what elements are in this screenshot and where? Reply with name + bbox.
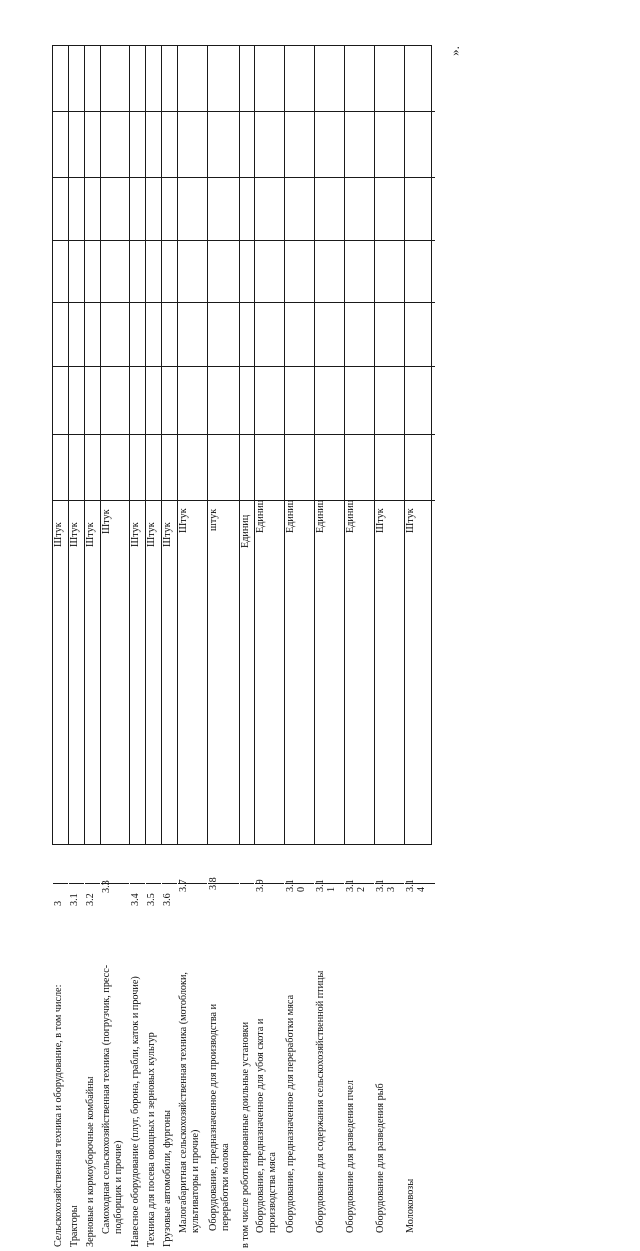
- table-cell-empty: [53, 178, 68, 241]
- table-cell-empty: [240, 241, 254, 303]
- table-cell-empty: [240, 46, 254, 112]
- table-row: [178, 46, 208, 1233]
- table-cell-empty: [208, 178, 239, 241]
- row-number: 3: [53, 900, 64, 906]
- row-unit-line: Единиц: [255, 499, 266, 533]
- table-cell-empty: [255, 178, 284, 241]
- row-name: [240, 868, 255, 1251]
- table-cell-empty: [162, 46, 177, 112]
- table-cell-empty: [240, 367, 254, 435]
- row-name: [53, 867, 69, 1250]
- table-cell-empty: [101, 367, 129, 435]
- row-name: [285, 853, 315, 1236]
- row-name-line: Зерновые и кормоуборочные комбайны: [85, 1076, 96, 1247]
- table-cell-empty: [345, 112, 374, 178]
- table-cell-empty: [405, 303, 435, 367]
- table-cell-empty: [53, 112, 68, 178]
- row-name: [405, 853, 435, 1236]
- table-cell-empty: [255, 303, 284, 367]
- table-cell-num: [85, 884, 100, 904]
- table-cell-empty: [53, 241, 68, 303]
- row-unit-line: Штук: [101, 509, 112, 534]
- row-unit-line: Единиц: [285, 499, 296, 533]
- row-name: [162, 867, 178, 1250]
- table-cell-name: [208, 501, 239, 1231]
- row-unit-line: Штук: [85, 522, 96, 547]
- table-cell-empty: [178, 112, 207, 178]
- table-cell-unit: [255, 435, 284, 533]
- table-cell-empty: [101, 178, 129, 241]
- row-name-line: Сельскохозяйственная техника и оборудование, в том числе:: [53, 984, 64, 1247]
- row-name-line: Малогабаритная сельскохозяйственная техника (мотоблоки,: [178, 972, 189, 1233]
- row-name-line: Молоковозы: [405, 1178, 416, 1233]
- row-name: [101, 854, 130, 1237]
- table-cell-empty: [345, 178, 374, 241]
- table-cell-empty: [85, 112, 100, 178]
- table-cell-num: [285, 879, 314, 904]
- row-number: 3.6: [162, 893, 173, 906]
- table-cell-empty: [162, 303, 177, 367]
- row-number: 3.1 0: [285, 879, 307, 892]
- table-cell-empty: [85, 303, 100, 367]
- table-cell-empty: [405, 241, 435, 303]
- table-cell-empty: [130, 178, 145, 241]
- table-cell-empty: [208, 112, 239, 178]
- row-name: [69, 867, 85, 1250]
- row-name-line: Самоходная сельскохозяйственная техника (погрузчик, пресс-: [101, 964, 112, 1234]
- table-cell-unit: [178, 435, 207, 533]
- table-cell-unit: [130, 435, 145, 547]
- table-cell-empty: [285, 241, 314, 303]
- table-cell-empty: [146, 241, 161, 303]
- table-cell-unit: [85, 435, 100, 547]
- row-name: [130, 867, 146, 1250]
- table-cell-empty: [69, 241, 84, 303]
- table-cell-empty: [146, 178, 161, 241]
- row-name-line: Оборудование для разведения рыб: [375, 1083, 386, 1233]
- table-cell-unit: [345, 435, 374, 533]
- table-row: [53, 46, 69, 1247]
- table-cell-empty: [69, 112, 84, 178]
- table-cell-empty: [130, 303, 145, 367]
- table-row: [69, 46, 85, 1247]
- table-cell-empty: [208, 241, 239, 303]
- table-cell-num: [130, 884, 145, 904]
- table-cell-empty: [130, 46, 145, 112]
- closing-quote-mark: ».: [446, 46, 462, 56]
- table-cell-empty: [345, 46, 374, 112]
- table-cell-empty: [375, 46, 404, 112]
- table-cell-empty: [53, 303, 68, 367]
- table-cell-empty: [315, 178, 344, 241]
- table-cell-unit: [53, 435, 68, 547]
- table-row: [130, 46, 146, 1247]
- row-unit-line: Единиц: [240, 514, 251, 548]
- table-cell-empty: [375, 367, 404, 435]
- table-cell-empty: [255, 112, 284, 178]
- table-cell-empty: [178, 241, 207, 303]
- table-cell-empty: [208, 303, 239, 367]
- table-cell-num: [375, 879, 404, 904]
- table-cell-unit: [146, 435, 161, 547]
- table-cell-empty: [178, 178, 207, 241]
- table-cell-empty: [101, 112, 129, 178]
- row-name: [85, 867, 101, 1250]
- table-cell-empty: [208, 367, 239, 435]
- table-row: [285, 46, 315, 1233]
- row-unit-line: Единиц: [345, 499, 356, 533]
- table-cell-empty: [146, 46, 161, 112]
- row-unit-line: Штук: [178, 508, 189, 533]
- table-row: [255, 46, 285, 1233]
- table-cell-unit: [69, 435, 84, 547]
- table-cell-num: [240, 884, 254, 904]
- table-cell-empty: [85, 46, 100, 112]
- row-name: [178, 853, 208, 1236]
- table-cell-empty: [101, 303, 129, 367]
- table-cell-empty: [69, 178, 84, 241]
- row-name: [315, 853, 345, 1236]
- table-cell-empty: [285, 178, 314, 241]
- row-unit-line: Штук: [53, 522, 64, 547]
- table-cell-empty: [240, 303, 254, 367]
- table-cell-empty: [85, 241, 100, 303]
- table-cell-empty: [255, 367, 284, 435]
- table-cell-num: [101, 880, 129, 904]
- table-cell-empty: [240, 178, 254, 241]
- table-cell-empty: [178, 46, 207, 112]
- table-row: [146, 46, 162, 1247]
- table-cell-empty: [130, 241, 145, 303]
- table-cell-empty: [146, 367, 161, 435]
- table-cell-num: [69, 884, 84, 904]
- table-cell-num: [178, 879, 207, 904]
- table-cell-empty: [146, 112, 161, 178]
- table-cell-num: [255, 879, 284, 904]
- row-name-line: в том числе роботизированные доильные установки: [240, 1021, 251, 1248]
- table-row: [101, 46, 130, 1234]
- table-cell-empty: [85, 367, 100, 435]
- row-name-line: Оборудование, предназначенное для производства и: [208, 1003, 219, 1231]
- row-name-line: переработки молока: [220, 1143, 231, 1231]
- table-cell-num: [53, 884, 68, 904]
- table-cell-empty: [130, 112, 145, 178]
- table-cell-empty: [405, 112, 435, 178]
- row-number: 3.8: [208, 877, 219, 890]
- table-row: [162, 46, 178, 1247]
- table-row: [405, 46, 435, 1233]
- table-cell-empty: [130, 367, 145, 435]
- table-cell-num: [405, 879, 435, 904]
- table-cell-empty: [69, 367, 84, 435]
- row-number: 3.7: [178, 879, 189, 892]
- table-cell-name: [240, 501, 254, 1248]
- table-cell-empty: [375, 241, 404, 303]
- row-number: 3.3: [101, 880, 112, 893]
- table-cell-empty: [315, 46, 344, 112]
- data-table: [52, 45, 432, 1248]
- table-cell-empty: [345, 367, 374, 435]
- row-name-line: Техника для посева овощных и зерновых культур: [146, 1032, 157, 1247]
- table-cell-unit: [405, 435, 435, 533]
- table-row: [345, 46, 375, 1233]
- row-number: 3.1 1: [315, 879, 337, 892]
- table-cell-empty: [101, 241, 129, 303]
- table-cell-unit: [240, 435, 254, 548]
- table-cell-empty: [315, 112, 344, 178]
- table-row: [240, 46, 255, 1248]
- row-name-line: культиваторы и прочие): [190, 1129, 201, 1233]
- table-cell-empty: [285, 46, 314, 112]
- row-number: 3.1 4: [405, 879, 427, 892]
- row-unit-line: штук: [208, 508, 219, 531]
- table-cell-empty: [285, 303, 314, 367]
- table-cell-empty: [162, 112, 177, 178]
- row-name-line: Грузовые автомобили, фургоны: [162, 1109, 173, 1247]
- row-number: 3.2: [85, 893, 96, 906]
- table-cell-unit: [101, 435, 129, 534]
- row-number: 3.4: [130, 893, 141, 906]
- row-name: [375, 853, 405, 1236]
- table-cell-num: [208, 877, 239, 904]
- table-cell-empty: [178, 303, 207, 367]
- row-number: 3.1 3: [375, 879, 397, 892]
- row-name-line: Оборудование, предназначенное для убоя скота и: [255, 1018, 266, 1233]
- table-cell-empty: [315, 241, 344, 303]
- table-cell-num: [146, 884, 161, 904]
- table-cell-empty: [53, 46, 68, 112]
- table-cell-name: [53, 501, 68, 1247]
- table-cell-num: [345, 879, 374, 904]
- table-row: [375, 46, 405, 1233]
- row-name-line: Навесное оборудование (плуг, борона, грабли, каток и прочие): [130, 976, 141, 1247]
- table-cell-unit: [315, 435, 344, 533]
- table-cell-empty: [405, 46, 435, 112]
- table-cell-empty: [375, 303, 404, 367]
- table-cell-empty: [69, 46, 84, 112]
- table-cell-empty: [285, 112, 314, 178]
- row-name: [345, 853, 375, 1236]
- table-cell-empty: [375, 178, 404, 241]
- row-name-line: Оборудование, предназначенное для переработки мяса: [285, 994, 296, 1233]
- table-cell-empty: [405, 367, 435, 435]
- table-cell-empty: [101, 46, 129, 112]
- table-row: [85, 46, 101, 1247]
- table-cell-empty: [178, 367, 207, 435]
- row-unit-line: Штук: [130, 522, 141, 547]
- table-cell-empty: [255, 46, 284, 112]
- row-number: 3.1 2: [345, 879, 367, 892]
- table-cell-empty: [162, 178, 177, 241]
- table-cell-num: [162, 884, 177, 904]
- row-name-line: подборщик и прочие): [113, 1140, 124, 1234]
- row-unit-line: Штук: [162, 522, 173, 547]
- table-cell-empty: [285, 367, 314, 435]
- table-cell-unit: [285, 435, 314, 533]
- row-name-line: Оборудование для содержания сельскохозяйственной птицы: [315, 970, 326, 1233]
- table-cell-empty: [146, 303, 161, 367]
- table-cell-empty: [345, 241, 374, 303]
- table-cell-empty: [208, 46, 239, 112]
- table-cell-empty: [53, 367, 68, 435]
- table-cell-empty: [240, 112, 254, 178]
- table-cell-num: [315, 879, 344, 904]
- row-name-line: Оборудование для разведения пчел: [345, 1080, 356, 1233]
- table-cell-empty: [162, 367, 177, 435]
- row-unit-line: Штук: [375, 508, 386, 533]
- row-name: [255, 853, 285, 1236]
- table-cell-empty: [375, 112, 404, 178]
- table-cell-unit: [208, 435, 239, 531]
- row-name-line: Тракторы: [69, 1205, 80, 1247]
- table-cell-unit: [162, 435, 177, 547]
- table-cell-empty: [315, 303, 344, 367]
- row-number: [240, 889, 255, 909]
- row-unit-line: Штук: [69, 522, 80, 547]
- row-unit-line: Единиц: [315, 499, 326, 533]
- row-name: [146, 867, 162, 1250]
- table-cell-unit: [375, 435, 404, 533]
- table-cell-empty: [85, 178, 100, 241]
- row-number: 3.9: [255, 879, 266, 892]
- table-cell-empty: [255, 241, 284, 303]
- row-unit-line: Штук: [405, 508, 416, 533]
- table-row: [315, 46, 345, 1233]
- table-cell-empty: [69, 303, 84, 367]
- row-unit-line: Штук: [146, 522, 157, 547]
- row-name-line: производства мяса: [267, 1152, 278, 1233]
- table-cell-empty: [315, 367, 344, 435]
- row-name: [208, 851, 240, 1234]
- table-cell-empty: [345, 303, 374, 367]
- table-cell-empty: [405, 178, 435, 241]
- table-cell-empty: [162, 241, 177, 303]
- row-number: 3.5: [146, 893, 157, 906]
- table-row: [208, 46, 240, 1231]
- row-number: 3.1: [69, 893, 80, 906]
